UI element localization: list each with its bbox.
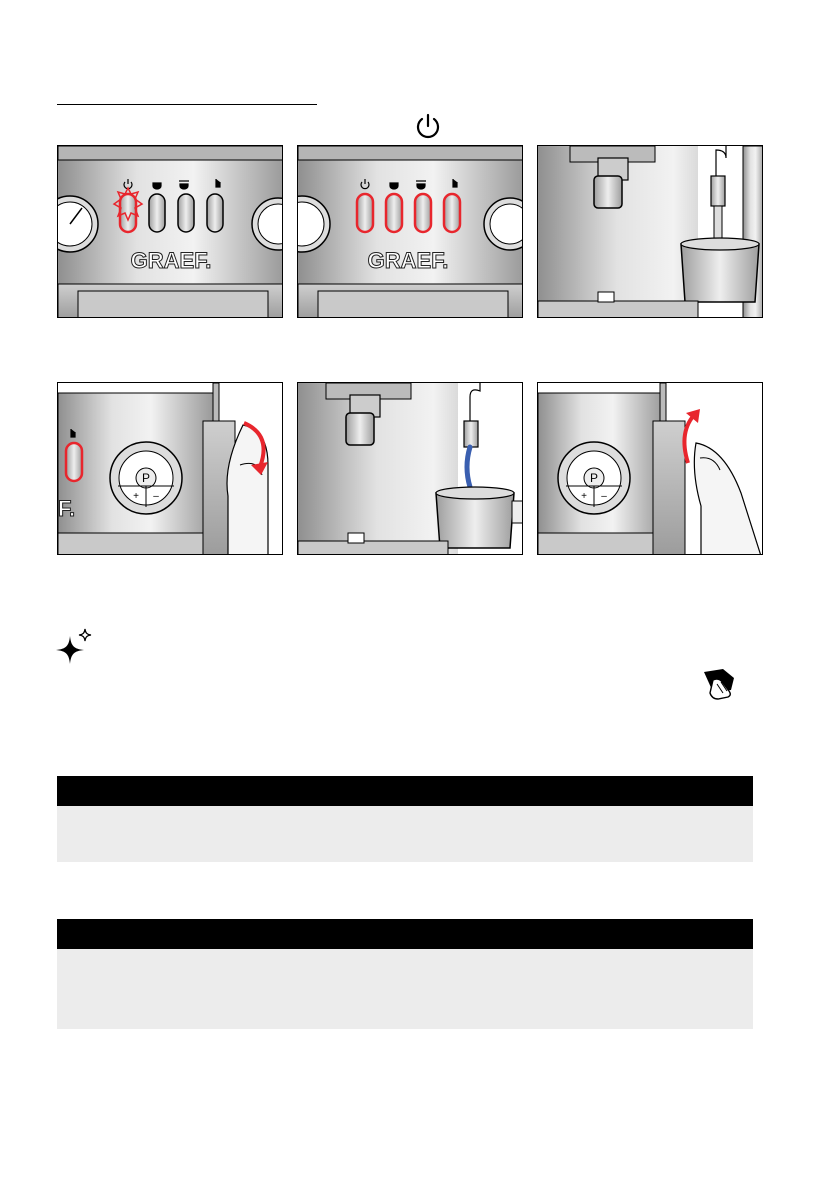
svg-text:GRAEF.: GRAEF. (130, 248, 212, 273)
notice-body-box-2 (57, 949, 753, 1029)
notice-body-box-1 (57, 806, 753, 862)
cleaning-cloth-icon (701, 668, 737, 700)
step-panel-turn-knob-open (57, 382, 283, 555)
svg-text:F.: F. (58, 496, 76, 521)
dial-center-label: P (141, 471, 151, 485)
notice-header-bar-2 (57, 919, 753, 949)
step-panel-turn-knob-close (537, 382, 763, 555)
step-panel-steam-wand-jug (537, 145, 763, 318)
dial-plus-label: + (133, 491, 139, 502)
step-panel-steam-flowing (297, 382, 523, 555)
dial-minus-label-2: – (601, 491, 607, 502)
power-icon (413, 111, 443, 141)
step-panel-all-buttons-lit (297, 145, 523, 318)
step-panel-power-blinking (57, 145, 283, 318)
dial-plus-label-2: + (581, 491, 587, 502)
sparkle-icon (56, 628, 96, 668)
svg-text:GRAEF.: GRAEF. (367, 248, 449, 273)
notice-header-bar-1 (57, 776, 753, 806)
dial-center-label-2: P (589, 471, 599, 485)
dial-minus-label: – (153, 491, 159, 502)
section-heading-underline (57, 104, 317, 105)
